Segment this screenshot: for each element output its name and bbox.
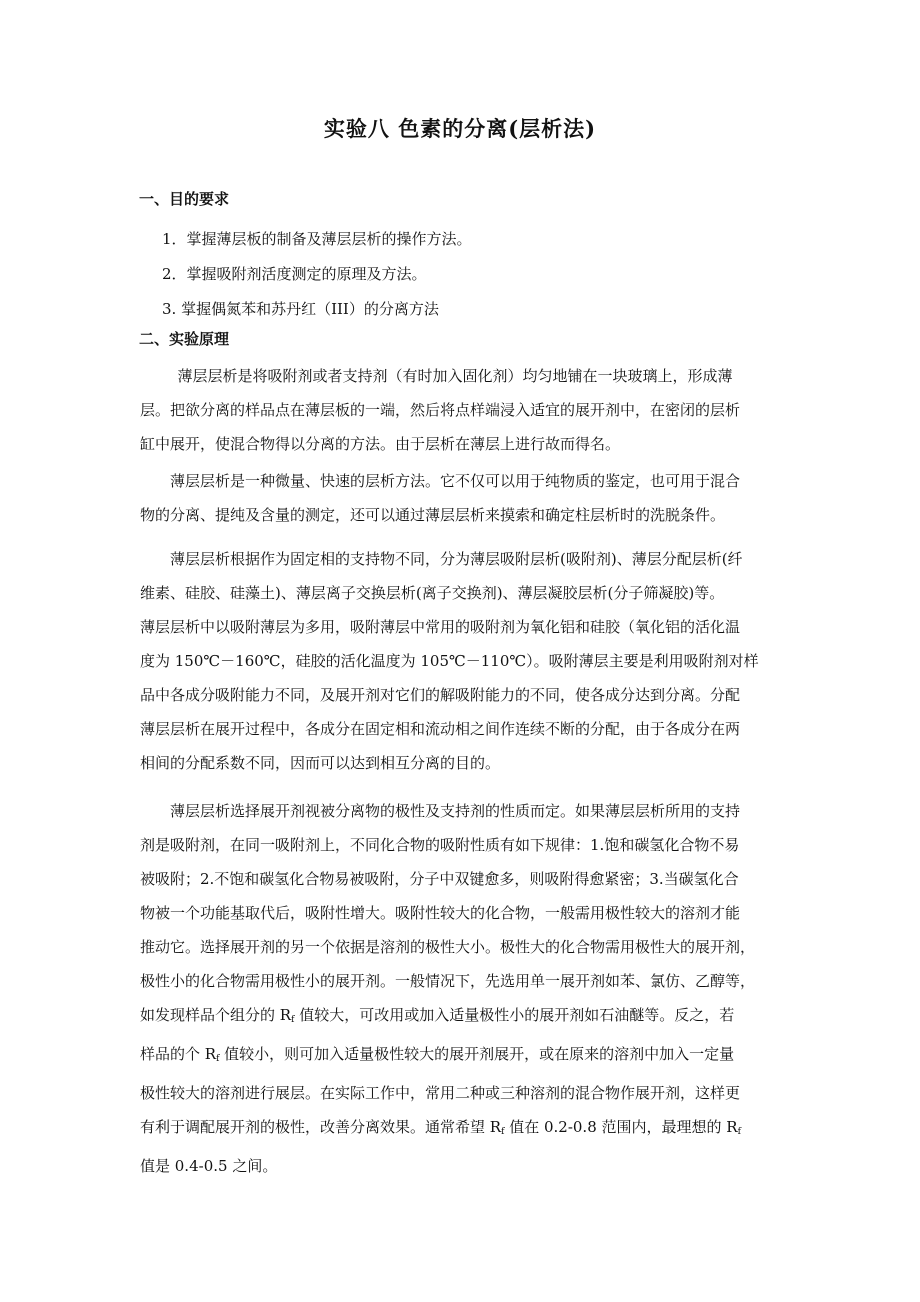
text-line: 度为 150℃－160℃，硅胶的活化温度为 105℃－110℃）。吸附薄层主要是利用吸附剂对样	[140, 652, 759, 670]
text-line: 薄层层析选择展开剂视被分离物的极性及支持剂的性质而定。如果薄层层析所用的支持	[170, 802, 741, 820]
paragraph-2	[140, 464, 782, 532]
text-fragment: 有利于调配展开剂的极性，改善分离效果。通常希望 R	[140, 1118, 502, 1136]
text-line: 被吸附；2.不饱和碳氢化合物易被吸附，分子中双键愈多，则吸附得愈紧密；3.当碳氢化合	[140, 870, 739, 888]
section-heading-principle: 二、实验原理	[139, 330, 230, 348]
text-line: 物被一个功能基取代后，吸附性增大。吸附性较大的化合物，一般需用极性较大的溶剂才能	[140, 904, 741, 922]
text-line: 物的分离、提纯及含量的测定，还可以通过薄层层析来摸索和确定柱层析时的洗脱条件。	[140, 506, 726, 524]
paragraph-1	[140, 359, 782, 461]
rf-subscript: f	[737, 1127, 741, 1137]
text-line: 极性较大的溶剂进行展层。在实际工作中，常用二种或三种溶剂的混合物作展开剂，这样更	[140, 1084, 741, 1102]
text-line	[140, 1110, 782, 1149]
text-line: 剂是吸附剂，在同一吸附剂上，不同化合物的吸附性质有如下规律：1.饱和碳氢化合物不易	[140, 836, 740, 854]
rf-subscript: f	[501, 1127, 505, 1137]
text-fragment: 样品的个 R	[140, 1045, 217, 1063]
text-line: 品中各成分吸附能力不同，及展开剂对它们的解吸附能力的不同，使各成分达到分离。分配	[140, 686, 741, 704]
text-line: 薄层层析是将吸附剂或者支持剂（有时加入固化剂）均匀地铺在一块玻璃上，形成薄	[177, 367, 733, 385]
text-line: 薄层层析中以吸附薄层为多用，吸附薄层中常用的吸附剂为氧化铝和硅胶（氧化铝的活化温	[140, 618, 741, 636]
text-line: 层。把欲分离的样品点在薄层板的一端，然后将点样端浸入适宜的展开剂中，在密闭的层析	[140, 401, 741, 419]
text-line: 维素、硅胶、硅藻土)、薄层离子交换层析(离子交换剂)、薄层凝胶层析(分子筛凝胶)等。	[140, 584, 725, 602]
section-heading-objectives: 一、目的要求	[139, 190, 230, 208]
text-line	[140, 998, 782, 1037]
text-line: 推动它。选择展开剂的另一个依据是溶剂的极性大小。极性大的化合物需用极性大的展开剂，	[140, 938, 756, 956]
text-line	[140, 1037, 782, 1076]
text-line: 薄层层析在展开过程中，各成分在固定相和流动相之间作连续不断的分配，由于各成分在两	[140, 720, 741, 738]
text-line: 薄层层析是一种微量、快速的层析方法。它不仅可以用于纯物质的鉴定，也可用于混合	[170, 472, 741, 490]
paragraph-4	[140, 794, 782, 1183]
objective-item-1: 1．掌握薄层板的制备及薄层层析的操作方法。	[162, 230, 472, 248]
text-line: 薄层层析根据作为固定相的支持物不同，分为薄层吸附层析(吸附剂)、薄层分配层析(纤	[170, 550, 743, 568]
text-fragment: 值在 0.2-0.8 范围内，最理想的 R	[504, 1118, 738, 1136]
page-title: 实验八 色素的分离(层析法)	[323, 116, 597, 141]
objective-item-2: 2．掌握吸附剂活度测定的原理及方法。	[162, 265, 427, 283]
text-line: 相间的分配系数不同，因而可以达到相互分离的目的。	[140, 754, 501, 772]
text-line: 值是 0.4-0.5 之间。	[140, 1157, 278, 1175]
paragraph-3	[140, 542, 782, 780]
text-fragment: 值较大，可改用或加入适量极性小的展开剂如石油醚等。反之，若	[294, 1006, 735, 1024]
rf-subscript: f	[216, 1054, 220, 1064]
text-line: 缸中展开，使混合物得以分离的方法。由于层析在薄层上进行故而得名。	[140, 435, 621, 453]
text-line: 极性小的化合物需用极性小的展开剂。一般情况下，先选用单一展开剂如苯、氯仿、乙醇等，	[140, 972, 756, 990]
rf-subscript: f	[291, 1015, 295, 1025]
text-fragment: 值较小，则可加入适量极性较大的展开剂展开，或在原来的溶剂中加入一定量	[219, 1045, 735, 1063]
objective-item-3: 3. 掌握偶氮苯和苏丹红（III）的分离方法	[162, 300, 439, 318]
text-fragment: 如发现样品个组分的 R	[140, 1006, 292, 1024]
